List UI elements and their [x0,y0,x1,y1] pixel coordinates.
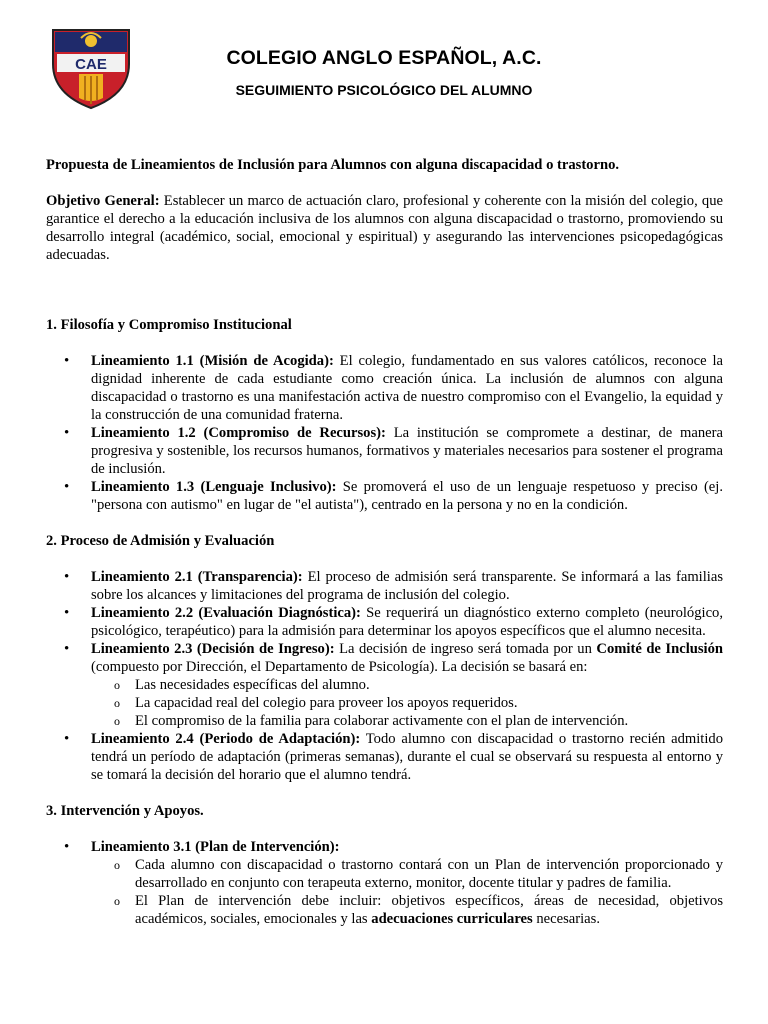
section-1-list [46,352,723,514]
list-item: • Lineamiento 2.4 (Periodo de Adaptación): Todo alumno con discapacidad o trastorno recién admitido tendrá un período de adaptación (primeras semanas), durante el cual se observará su respuesta al entorno y se tomará la decisión del horario que el alumno tendrá. [46,730,723,784]
section-3-heading: 3. Intervención y Apoyos. [46,803,204,819]
sub-list-item: o El compromiso de la familia para colaborar activamente con el plan de intervención. [91,712,723,730]
objective-paragraph: Objetivo General: Establecer un marco de actuación claro, profesional y coherente con la misión del colegio, que garantice el derecho a la educación inclusiva de los alumnos con alguna discapacidad o trastorno, promoviendo su desarrollo integral (académico, social, emocional y espiritual) y asegurando las intervenciones psicopedagógicas adecuadas. [46,193,723,263]
sub-list-item: o Cada alumno con discapacidad o trastorno contará con un Plan de intervención proporcionado y desarrollado en conjunto con terapeuta externo, monitor, docente titular y padres de familia. [91,856,723,892]
document-body [46,156,723,928]
section-2-heading: 2. Proceso de Admisión y Evaluación [46,533,275,549]
sub-list-item: o Las necesidades específicas del alumno. [91,676,723,694]
list-item: • Lineamiento 2.2 (Evaluación Diagnóstica): Se requerirá un diagnóstico externo completo (neurológico, psicológico, terapéutico) para la admisión para determinar los apoyos específicos que el alumno necesita. [46,604,723,640]
list-item: • Lineamiento 2.3 (Decisión de Ingreso): La decisión de ingreso será tomada por un Comité de Inclusión (compuesto por Dirección, el Departamento de Psicología). La decisión se basará en: o Las necesidades específicas del alumno. o La capacidad real del colegio para proveer los apoyos requeridos. o El compromiso de la familia para colaborar activamente con el plan de intervención. [46,640,723,730]
sub-list [91,856,723,928]
list-item: • Lineamiento 1.2 (Compromiso de Recursos): La institución se compromete a destinar, de manera progresiva y sostenible, los recursos humanos, formativos y materiales necesarios para sostener el programa de inclusión. [46,424,723,478]
section-2-list [46,568,723,784]
sub-list-item: o La capacidad real del colegio para proveer los apoyos requeridos. [91,694,723,712]
list-item: • Lineamiento 2.1 (Transparencia): El proceso de admisión será transparente. Se informará a las familias sobre los alcances y limitaciones del programa de inclusión del colegio. [46,568,723,604]
list-item: • Lineamiento 1.1 (Misión de Acogida): El colegio, fundamentado en sus valores católicos, reconoce la dignidad inherente de cada estudiante como creación única. La inclusión de alumnos con alguna discapacidad o trastorno es una manifestación activa de nuestro compromiso con el Evangelio, la equidad y la construcción de una comunidad fraterna. [46,352,723,424]
document-subtitle: SEGUIMIENTO PSICOLÓGICO DEL ALUMNO [235,82,533,98]
svg-text:CAE: CAE [75,56,107,73]
sub-list-item: o El Plan de intervención debe incluir: objetivos específicos, áreas de necesidad, objetivos académicos, sociales, emocionales y las adecuaciones curriculares necesarias. [91,892,723,928]
section-3-list [46,838,723,928]
list-item: • Lineamiento 3.1 (Plan de Intervención): o Cada alumno con discapacidad o trastorno contará con un Plan de intervención proporcionado y desarrollado en conjunto con terapeuta externo, monitor, docente titular y padres de familia. o El Plan de intervención debe incluir: objetivos específicos, áreas de necesidad, objetivos académicos, sociales, emocionales y las adecuaciones curriculares necesarias. [46,838,723,928]
sub-list [91,676,723,730]
list-item: • Lineamiento 1.3 (Lenguaje Inclusivo): Se promoverá el uso de un lenguaje respetuoso y preciso (ej. "persona con autismo" en lugar de "el autista"), centrado en la persona y no en la condición. [46,478,723,514]
section-1-heading: 1. Filosofía y Compromiso Institucional [46,317,292,333]
document-title: Propuesta de Lineamientos de Inclusión para Alumnos con alguna discapacidad o trastorno. [46,157,620,173]
school-name: COLEGIO ANGLO ESPAÑOL, A.C. [226,47,542,69]
